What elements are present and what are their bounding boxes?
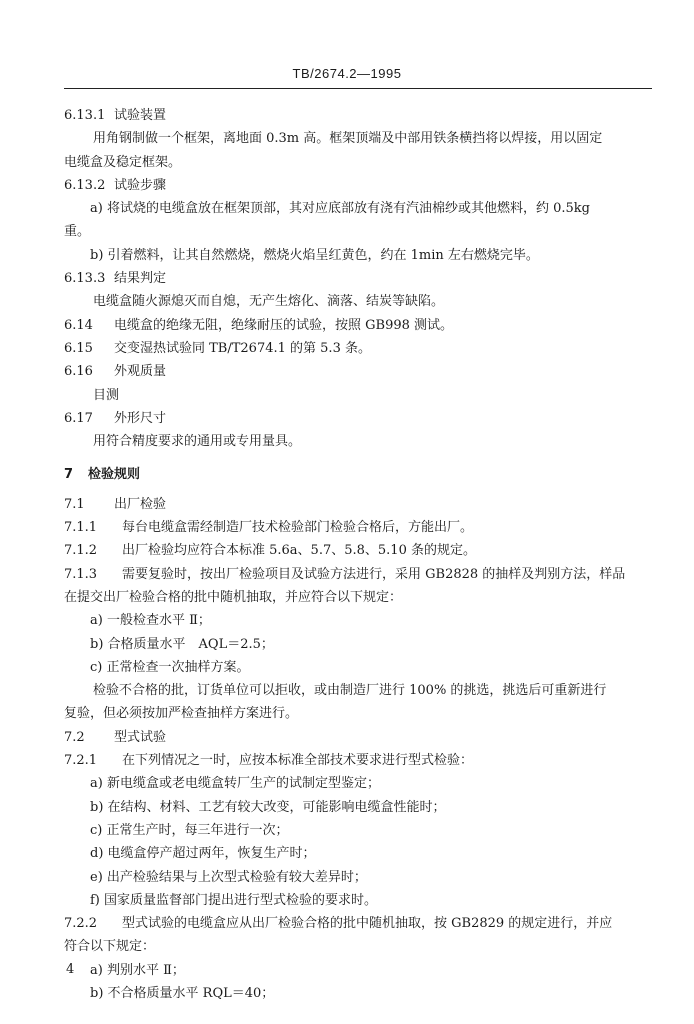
clause-6-14	[64, 314, 652, 337]
clause-6-17	[64, 407, 652, 430]
clause-title: 试验装置	[114, 108, 167, 123]
list-item: a) 将试烧的电缆盒放在框架顶部，其对应底部放有浇有汽油棉纱或其他燃料，约 0.5kg	[90, 201, 590, 217]
clause-number: 7.1	[64, 496, 85, 512]
clause-6-13-1	[64, 104, 652, 127]
clause-number: 6.16	[64, 364, 93, 380]
clause-6-16	[64, 360, 652, 383]
clause-6-13-3	[64, 267, 652, 290]
clause-number: 6.14	[64, 317, 93, 333]
clause-text: 型式试验的电缆盒应从出厂检验合格的批中随机抽取，按 GB2829 的规定进行，并应	[122, 916, 613, 932]
list-item: d) 电缆盒停产超过两年，恢复生产时；	[90, 846, 316, 862]
clause-number: 6.13.3	[64, 271, 106, 287]
clause-7-1-3	[64, 563, 652, 586]
clause-number: 7.2.1	[64, 753, 98, 769]
clause-7-1	[64, 493, 652, 516]
document-body	[64, 104, 652, 1005]
clause-title: 型式试验	[114, 729, 167, 745]
section-heading-7	[64, 463, 652, 486]
page-number: 4	[66, 962, 75, 977]
paragraph-line: 符合以下规定：	[64, 939, 156, 955]
clause-title: 外形尺寸	[114, 410, 167, 426]
page-header: TB/2674.2—1995	[292, 66, 402, 81]
clause-6-15	[64, 337, 652, 360]
section-title: 检验规则	[88, 467, 141, 483]
clause-7-2-2	[64, 912, 652, 935]
list-item: a) 一般检查水平 Ⅱ；	[90, 613, 211, 629]
paragraph-line: 目测	[93, 387, 120, 403]
clause-7-1-1	[64, 516, 652, 539]
clause-title: 出厂检验	[114, 496, 167, 512]
paragraph-line: 在提交出厂检验合格的批中随机抽取，并应符合以下规定：	[64, 589, 403, 605]
clause-text: 在下列情况之一时，应按本标准全部技术要求进行型式检验：	[122, 753, 474, 769]
clause-title: 外观质量	[114, 364, 167, 380]
paragraph-line: 用符合精度要求的通用或专用量具。	[93, 434, 302, 450]
clause-number: 7.1.3	[64, 566, 98, 582]
clause-text: 每台电缆盒需经制造厂技术检验部门检验合格后，方能出厂。	[122, 520, 474, 536]
list-item: b) 不合格质量水平 RQL＝40；	[90, 985, 275, 1001]
section-number: 7	[64, 467, 74, 483]
clause-number: 7.2.2	[64, 916, 98, 932]
clause-number: 6.13.2	[64, 177, 106, 193]
clause-6-13-2	[64, 174, 652, 197]
clause-number: 6.17	[64, 410, 93, 426]
list-item: c) 正常检查一次抽样方案。	[90, 659, 250, 675]
paragraph-line: 检验不合格的批，订货单位可以拒收，或由制造厂进行 100% 的挑选，挑选后可重新进行	[93, 683, 607, 699]
paragraph-line: 复验，但必须按加严检查抽样方案进行。	[64, 706, 299, 722]
clause-7-2-1	[64, 749, 652, 772]
list-item: f) 国家质量监督部门提出进行型式检验的要求时。	[90, 892, 378, 908]
paragraph-line: 电缆盒及稳定框架。	[64, 154, 182, 170]
clause-number: 7.2	[64, 729, 85, 745]
clause-number: 6.13.1	[64, 108, 106, 123]
clause-7-1-2	[64, 539, 652, 562]
clause-text: 出厂检验均应符合本标准 5.6a、5.7、5.8、5.10 条的规定。	[122, 543, 476, 559]
clause-number: 7.1.1	[64, 520, 98, 536]
clause-text: 交变湿热试验同 TB/T2674.1 的第 5.3 条。	[114, 340, 371, 356]
list-item: a) 新电缆盒或老电缆盒转厂生产的试制定型鉴定；	[90, 776, 380, 792]
clause-title: 结果判定	[114, 271, 167, 287]
paragraph-line: 用角钢制做一个框架，离地面 0.3m 高。框架顶端及中部用铁条横挡将以焊接，用以固定	[93, 131, 603, 147]
clause-text: 需要复验时，按出厂检验项目及试验方法进行，采用 GB2828 的抽样及判别方法，样品	[122, 566, 626, 582]
clause-title: 试验步骤	[114, 177, 167, 193]
clause-7-2	[64, 726, 652, 749]
list-item: b) 合格质量水平 AQL＝2.5；	[90, 636, 274, 652]
clause-number: 6.15	[64, 340, 93, 356]
clause-number: 7.1.2	[64, 543, 98, 559]
list-item: e) 出产检验结果与上次型式检验有较大差异时；	[90, 869, 367, 885]
list-item: c) 正常生产时，每三年进行一次；	[90, 822, 289, 838]
header-rule	[64, 88, 652, 89]
paragraph-line: 重。	[64, 224, 91, 240]
list-item: a) 判别水平 Ⅱ；	[90, 962, 185, 978]
clause-text: 电缆盒的绝缘无阻，绝缘耐压的试验，按照 GB998 测试。	[114, 317, 454, 333]
paragraph-line: 电缆盒随火源熄灭而自熄，无产生熔化、滴落、结炭等缺陷。	[93, 294, 445, 310]
list-item: b) 引着燃料，让其自然燃烧，燃烧火焰呈红黄色，约在 1min 左右燃烧完毕。	[90, 247, 539, 263]
list-item: b) 在结构、材料、工艺有较大改变，可能影响电缆盒性能时；	[90, 799, 446, 815]
